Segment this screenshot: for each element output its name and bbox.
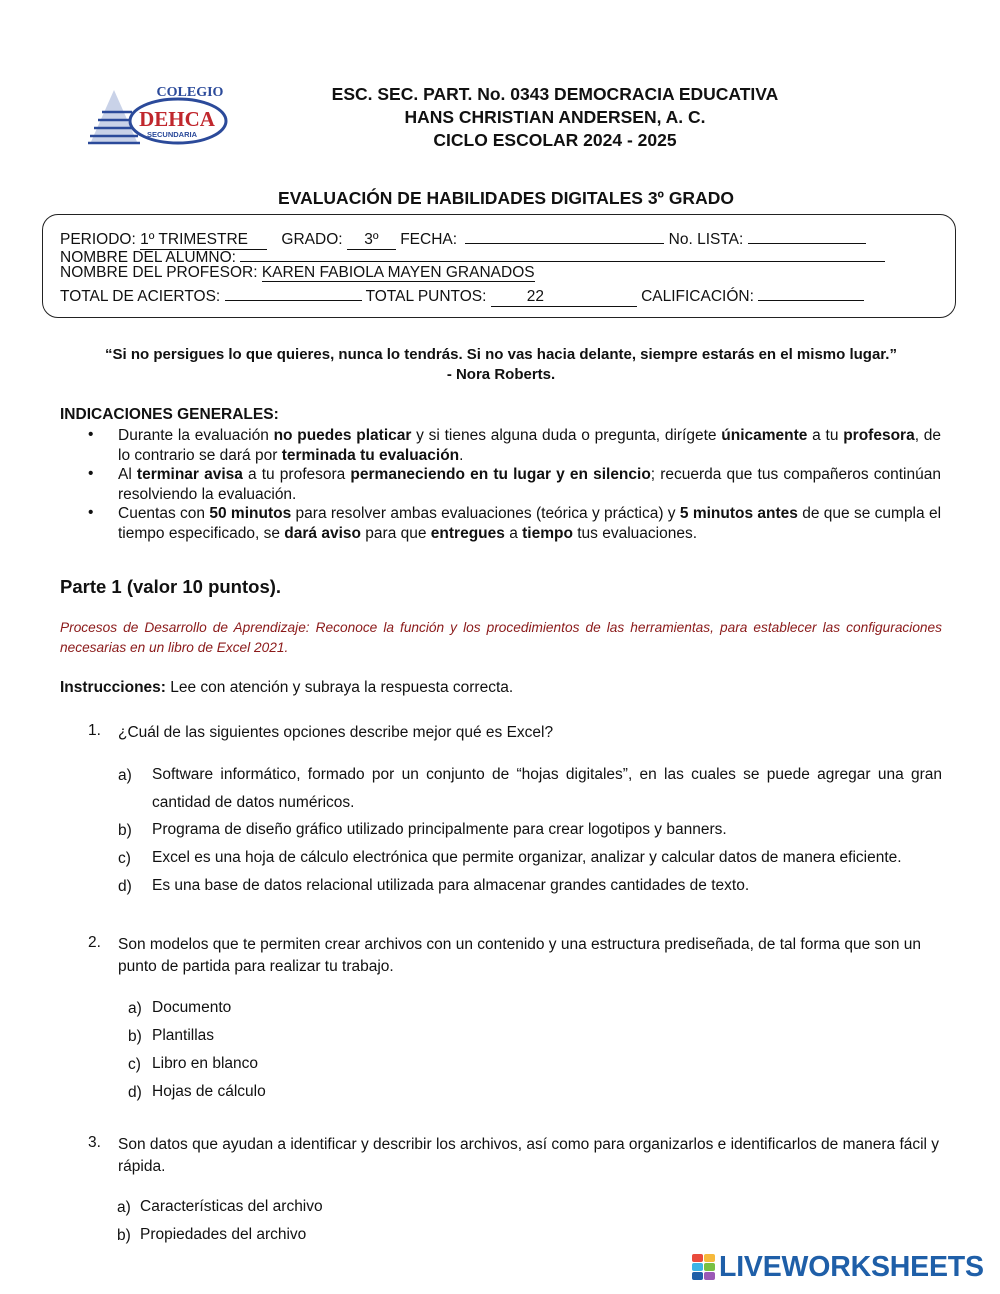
info-line-profesor bbox=[60, 264, 535, 282]
question-2-text: Son modelos que te permiten crear archivos con un contenido y una estructura prediseñada, de tal forma que son un punto de partida para realizar tu trabajo. bbox=[118, 936, 922, 975]
question-3-text: Son datos que ayudan a identificar y describir los archivos, así como para organizarlos e identificarlos de manera fácil y rápida. bbox=[118, 1136, 940, 1175]
option-label: c) bbox=[118, 850, 131, 867]
exam-title: EVALUACIÓN DE HABILIDADES DIGITALES 3º GRADO bbox=[278, 188, 734, 208]
option-label: c) bbox=[128, 1056, 141, 1073]
part-1-heading: Parte 1 (valor 10 puntos). bbox=[60, 576, 282, 597]
alumno-field[interactable] bbox=[240, 246, 885, 262]
option-label: a) bbox=[128, 1000, 142, 1017]
option-label: a) bbox=[117, 1199, 131, 1216]
aciertos-label: TOTAL DE ACIERTOS: bbox=[60, 288, 221, 305]
option-label: d) bbox=[118, 878, 132, 895]
question-3-number: 3. bbox=[88, 1134, 101, 1151]
instructions bbox=[60, 679, 513, 697]
question-2-number: 2. bbox=[88, 934, 101, 951]
indicaciones-heading: INDICACIONES GENERALES: bbox=[60, 406, 279, 423]
liveworksheets-watermark: LIVEWORKSHEETS bbox=[719, 1251, 984, 1283]
logo-secundaria: SECUNDARIA bbox=[146, 130, 198, 139]
logo-dehca: DEHCA bbox=[139, 107, 215, 131]
alumno-label: NOMBRE DEL ALUMNO: bbox=[60, 249, 236, 266]
grado-label: GRADO: bbox=[281, 231, 343, 248]
question-2-option-a[interactable]: Documento bbox=[152, 999, 232, 1016]
question-3-option-b[interactable]: Propiedades del archivo bbox=[140, 1226, 307, 1243]
option-label: b) bbox=[118, 822, 132, 839]
option-label: a) bbox=[118, 767, 132, 784]
aciertos-field[interactable] bbox=[225, 285, 362, 301]
lista-field[interactable] bbox=[748, 228, 866, 244]
question-2-option-d[interactable]: Hojas de cálculo bbox=[152, 1083, 266, 1100]
periodo-label: PERIODO: bbox=[60, 231, 136, 248]
periodo-value: 1º TRIMESTRE bbox=[140, 231, 267, 250]
question-3-option-a[interactable]: Características del archivo bbox=[140, 1198, 323, 1215]
instructions-label: Instrucciones: bbox=[60, 679, 166, 696]
question-2-option-b[interactable]: Plantillas bbox=[152, 1027, 215, 1044]
info-line-totales bbox=[60, 285, 864, 307]
bullet-icon: • bbox=[88, 465, 94, 482]
option-label: b) bbox=[128, 1028, 142, 1045]
indicacion-1: Durante la evaluación no puedes platicar y si tienes alguna duda o pregunta, dirígete únicamente a tu profesora, de lo contrario se dará por terminada tu evaluación. bbox=[118, 427, 942, 464]
pda-text: Procesos de Desarrollo de Aprendizaje: Reconoce la función y los procedimientos de las herramientas, para establecer las configuraciones necesarias en un libro de Excel 2021. bbox=[60, 620, 942, 655]
option-label: d) bbox=[128, 1084, 142, 1101]
instructions-text: Lee con atención y subraya la respuesta correcta. bbox=[165, 679, 514, 696]
lista-label: No. LISTA: bbox=[668, 231, 744, 248]
profesor-value: KAREN FABIOLA MAYEN GRANADOS bbox=[261, 264, 535, 281]
liveworksheets-logo-icon bbox=[692, 1254, 716, 1287]
question-2-option-c[interactable]: Libro en blanco bbox=[152, 1055, 258, 1072]
fecha-label: FECHA: bbox=[400, 231, 458, 248]
quote-author: - Nora Roberts. bbox=[446, 366, 556, 383]
question-1-text: ¿Cuál de las siguientes opciones describe mejor qué es Excel? bbox=[118, 724, 554, 741]
indicacion-3: Cuentas con 50 minutos para resolver ambas evaluaciones (teórica y práctica) y 5 minutos antes de que se cumpla el tiempo especificado, se dará aviso para que entregues a tiempo tus evaluaciones. bbox=[118, 505, 942, 542]
indicacion-2: Al terminar avisa a tu profesora permaneciendo en tu lugar y en silencio; recuerda que tus compañeros continúan resolviendo la evaluación. bbox=[118, 466, 941, 503]
calificacion-label: CALIFICACIÓN: bbox=[641, 288, 754, 305]
question-1-option-c[interactable]: Excel es una hoja de cálculo electrónica que permite organizar, analizar y calcular datos de manera eficiente. bbox=[152, 849, 902, 866]
logo-colegio: COLEGIO bbox=[156, 85, 224, 100]
calificacion-field[interactable] bbox=[758, 285, 864, 301]
institution-name: HANS CHRISTIAN ANDERSEN, A. C. bbox=[404, 107, 706, 127]
question-1-option-a[interactable]: Software informático, formado por un conjunto de “hojas digitales”, en las cuales se puede agregar una gran cantidad de datos numéricos. bbox=[152, 766, 942, 811]
puntos-value: 22 bbox=[491, 288, 637, 307]
puntos-label: TOTAL PUNTOS: bbox=[365, 288, 487, 305]
grado-value: 3º bbox=[347, 231, 396, 250]
option-label: b) bbox=[117, 1227, 131, 1244]
fecha-field[interactable] bbox=[465, 228, 664, 244]
question-1-option-b[interactable]: Programa de diseño gráfico utilizado principalmente para crear logotipos y banners. bbox=[152, 821, 727, 838]
question-1-number: 1. bbox=[88, 722, 101, 739]
question-1-option-d[interactable]: Es una base de datos relacional utilizada para almacenar grandes cantidades de texto. bbox=[152, 877, 750, 894]
bullet-icon: • bbox=[88, 426, 94, 443]
quote-text: “Si no persigues lo que quieres, nunca lo tendrás. Si no vas hacia delante, siempre estarás en el mismo lugar.” bbox=[105, 346, 897, 363]
school-name: ESC. SEC. PART. No. 0343 DEMOCRACIA EDUCATIVA bbox=[331, 84, 779, 104]
profesor-label: NOMBRE DEL PROFESOR: bbox=[60, 264, 258, 281]
school-cycle: CICLO ESCOLAR 2024 - 2025 bbox=[433, 130, 677, 150]
bullet-icon: • bbox=[88, 504, 94, 521]
